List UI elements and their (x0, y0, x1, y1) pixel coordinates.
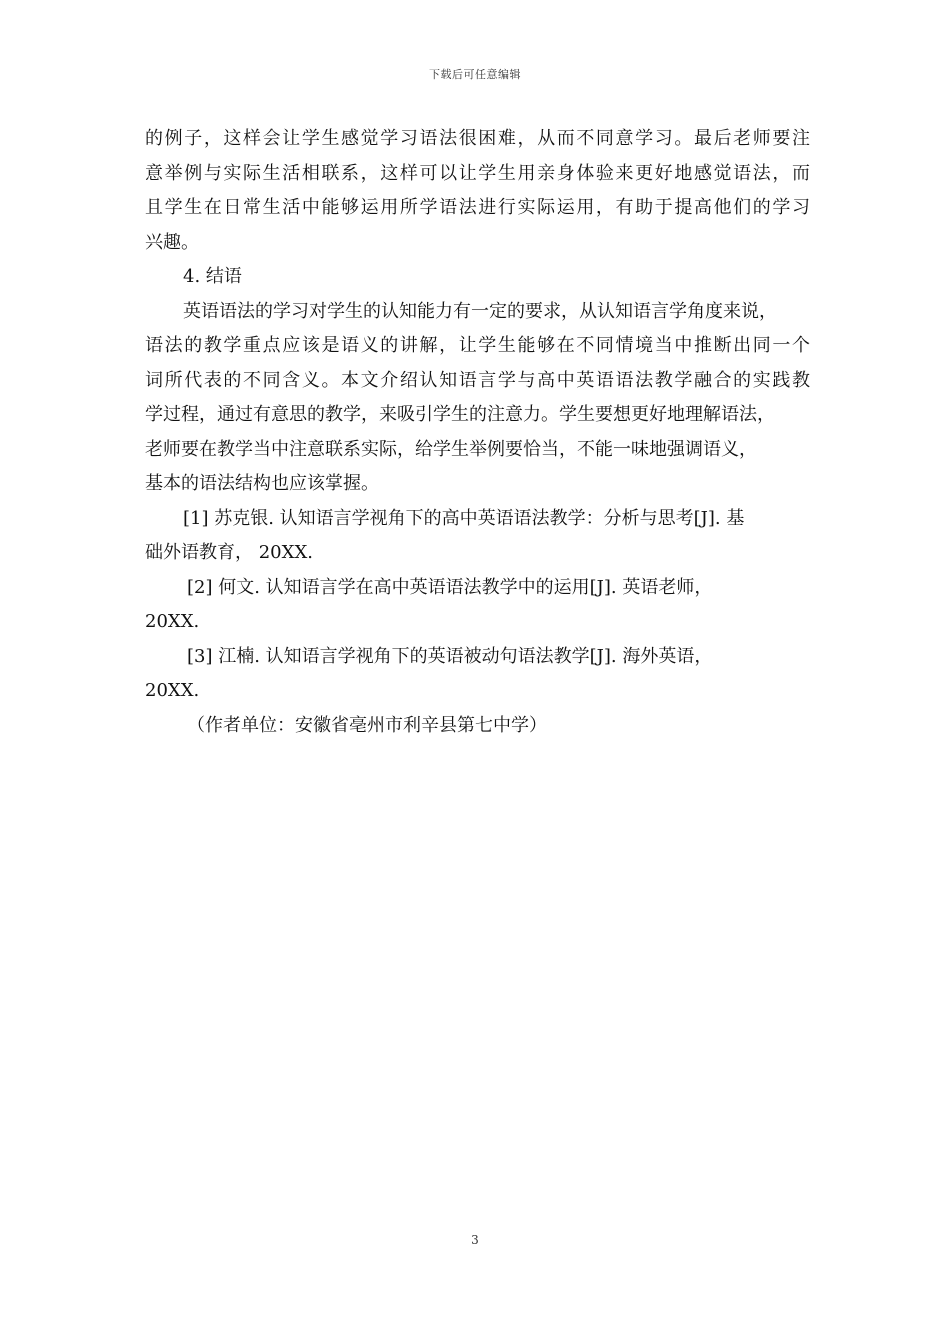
paragraph-line: 基本的语法结构也应该掌握。 (145, 473, 379, 494)
paragraph-line: 词所代表的不同含义。本文介绍认知语言学与高中英语语法教学融合的实践教 (145, 369, 810, 391)
paragraph-line: 老师要在教学当中注意联系实际，给学生举例要恰当，不能一味地强调语义， (145, 438, 757, 460)
conclusion-paragraph (145, 295, 810, 502)
page-header: 下载后可任意编辑 (429, 68, 521, 81)
reference-line: [2] 何文. 认知语言学在高中英语语法教学中的运用[J]. 英语老师， (187, 576, 713, 598)
reference-item (145, 502, 810, 571)
reference-item (145, 640, 810, 709)
paragraph-line: 兴趣。 (145, 231, 199, 253)
section-heading: 4. 结语 (183, 266, 242, 287)
paragraph-line: 学过程，通过有意思的教学，来吸引学生的注意力。学生要想更好地理解语法， (145, 404, 775, 425)
continued-paragraph (145, 122, 810, 260)
paragraph-line: 意举例与实际生活相联系，这样可以让学生用亲身体验来更好地感觉语法，而 (145, 162, 810, 184)
paragraph-line: 英语语法的学习对学生的认知能力有一定的要求，从认知语言学角度来说， (183, 300, 777, 322)
paragraph-line: 且学生在日常生活中能够运用所学语法进行实际运用，有助于提高他们的学习 (145, 197, 810, 218)
author-affiliation: （作者单位：安徽省亳州市利辛县第七中学） (187, 714, 547, 736)
reference-line: [3] 江楠. 认知语言学视角下的英语被动句语法教学[J]. 海外英语， (187, 645, 713, 667)
reference-line: 础外语教育， 20XX. (145, 542, 313, 563)
page-number: 3 (471, 1233, 479, 1247)
reference-line: 20XX. (145, 611, 200, 632)
paragraph-line: 语法的教学重点应该是语义的讲解，让学生能够在不同情境当中推断出同一个 (145, 335, 810, 356)
document-body (145, 122, 810, 743)
reference-line: [1] 苏克银. 认知语言学视角下的高中英语语法教学：分析与思考[J]. 基 (183, 507, 745, 529)
reference-list (145, 502, 810, 709)
reference-line: 20XX. (145, 680, 200, 701)
paragraph-line: 的例子，这样会让学生感觉学习语法很困难，从而不同意学习。最后老师要注 (145, 128, 810, 149)
reference-item (145, 571, 810, 640)
